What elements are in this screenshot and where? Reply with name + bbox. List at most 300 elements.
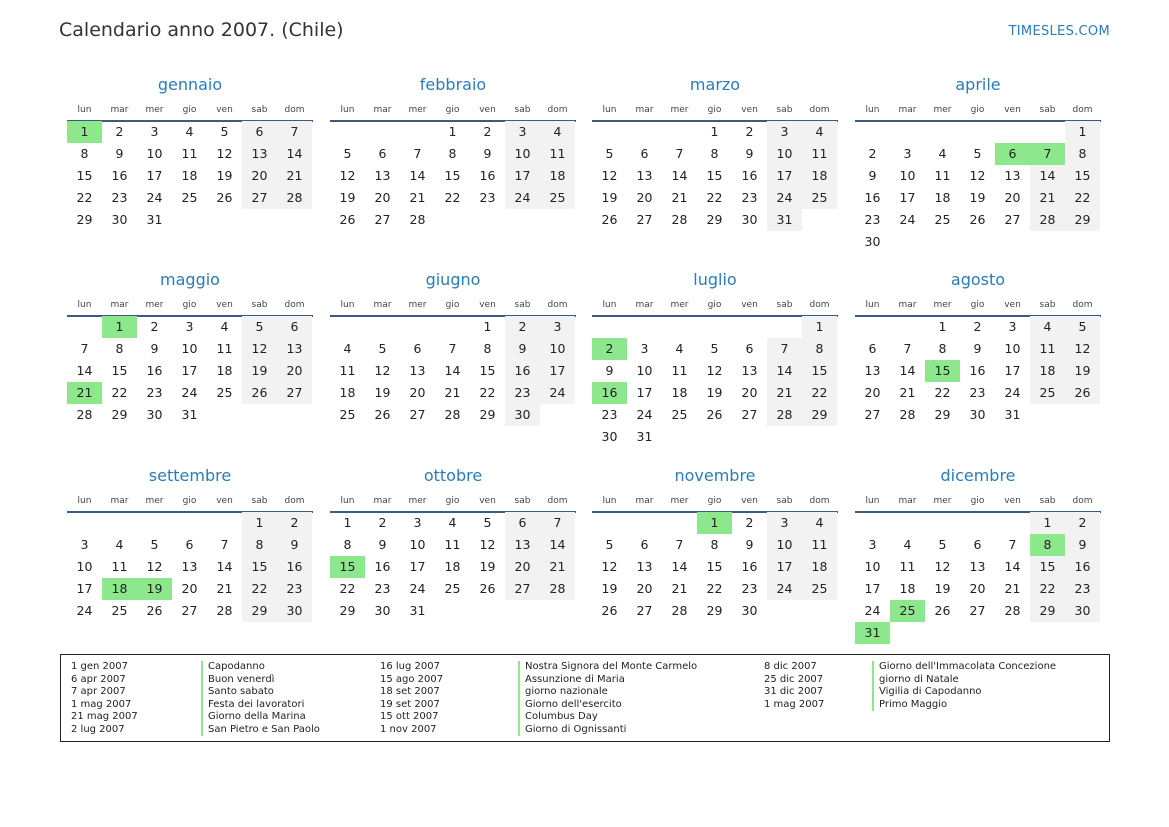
day-cell: 26	[339, 212, 356, 227]
day-cell: 27	[505, 578, 540, 600]
day-cell: 9	[150, 341, 159, 356]
day-cell: 26	[216, 190, 233, 205]
day-cell: 2	[745, 124, 754, 139]
day-cell: 25	[802, 578, 837, 600]
day-cell: 18	[671, 385, 688, 400]
legend-holiday-name: Nostra Signora del Monte Carmelo	[518, 661, 697, 674]
day-cell: 4	[343, 341, 352, 356]
legend-name-column	[201, 661, 320, 736]
day-cell: 28	[899, 407, 916, 422]
day-cell: 3	[903, 146, 912, 161]
day-cell: 23	[505, 382, 540, 404]
day-cell: 8	[1065, 143, 1100, 165]
weekday-header: dom	[1072, 300, 1093, 310]
weekday-header: sab	[1039, 300, 1056, 310]
day-cell: 17	[899, 190, 916, 205]
day-cell: 3	[540, 316, 575, 338]
weekday-header: dom	[809, 300, 830, 310]
day-cell: 6	[973, 537, 982, 552]
day-cell: 29	[1030, 600, 1065, 622]
day-cell: 26	[969, 212, 986, 227]
day-cell: 7	[448, 341, 457, 356]
holiday-day-cell: 2	[592, 338, 627, 360]
day-cell: 18	[444, 559, 461, 574]
day-cell: 2	[483, 124, 492, 139]
weekday-header: ven	[216, 496, 233, 506]
day-cell: 15	[111, 363, 128, 378]
day-cell: 10	[76, 559, 93, 574]
month-name: aprile	[955, 75, 1001, 94]
day-cell: 2	[973, 319, 982, 334]
weekday-header: mar	[373, 105, 392, 115]
day-cell: 25	[181, 190, 198, 205]
day-cell: 15	[1030, 556, 1065, 578]
day-cell: 16	[969, 363, 986, 378]
legend-holiday-name: Giorno della Marina	[201, 711, 320, 724]
weekday-header: gio	[182, 105, 197, 115]
day-cell: 7	[903, 341, 912, 356]
day-cell: 17	[1004, 363, 1021, 378]
day-cell: 3	[150, 124, 159, 139]
day-cell: 22	[444, 190, 461, 205]
day-cell: 24	[864, 603, 881, 618]
legend-name-column	[518, 661, 697, 736]
day-cell: 8	[802, 338, 837, 360]
day-cell: 10	[540, 338, 575, 360]
day-cell: 17	[146, 168, 163, 183]
weekday-header: ven	[1004, 300, 1021, 310]
day-cell: 30	[864, 234, 881, 249]
weekday-header: lun	[602, 300, 617, 310]
legend-holiday-name: Capodanno	[201, 661, 320, 674]
weekday-header: sab	[514, 105, 531, 115]
day-cell: 13	[409, 363, 426, 378]
legend-holiday-name: San Pietro e San Paolo	[201, 724, 320, 737]
weekday-header: sab	[776, 105, 793, 115]
holiday-legend	[60, 654, 1110, 742]
day-cell: 7	[413, 146, 422, 161]
day-cell: 27	[409, 407, 426, 422]
day-cell: 7	[80, 341, 89, 356]
day-cell: 26	[601, 212, 618, 227]
day-cell: 11	[181, 146, 198, 161]
day-cell: 27	[242, 187, 277, 209]
day-cell: 28	[444, 407, 461, 422]
day-cell: 1	[802, 316, 837, 338]
weekday-header: gio	[182, 300, 197, 310]
weekday-header: gio	[707, 105, 722, 115]
day-cell: 5	[343, 146, 352, 161]
day-cell: 28	[767, 404, 802, 426]
legend-date: 1 mag 2007	[71, 698, 132, 710]
day-cell: 24	[767, 578, 802, 600]
weekday-header: mar	[635, 496, 654, 506]
weekday-header: lun	[602, 496, 617, 506]
weekday-header: mar	[373, 496, 392, 506]
day-cell: 31	[636, 429, 653, 444]
day-cell: 25	[671, 407, 688, 422]
weekday-header: gio	[445, 105, 460, 115]
day-cell: 14	[1030, 165, 1065, 187]
weekday-header: sab	[251, 300, 268, 310]
day-cell: 23	[864, 212, 881, 227]
day-cell: 15	[444, 168, 461, 183]
day-cell: 23	[277, 578, 312, 600]
day-cell: 22	[1030, 578, 1065, 600]
day-cell: 1	[483, 319, 492, 334]
day-cell: 15	[76, 168, 93, 183]
weekday-header: gio	[970, 300, 985, 310]
weekday-header: mar	[635, 105, 654, 115]
day-cell: 19	[1065, 360, 1100, 382]
day-cell: 9	[868, 168, 877, 183]
month-name: settembre	[148, 466, 232, 485]
weekday-header: gio	[707, 496, 722, 506]
month-name: novembre	[674, 466, 756, 485]
day-cell: 10	[181, 341, 198, 356]
day-cell: 3	[767, 512, 802, 534]
legend-date: 25 dic 2007	[764, 673, 824, 685]
day-cell: 21	[277, 165, 312, 187]
weekday-header: mar	[898, 105, 917, 115]
day-cell: 4	[1030, 316, 1065, 338]
day-cell: 3	[767, 121, 802, 143]
legend-date-column	[71, 661, 138, 736]
day-cell: 21	[1004, 581, 1021, 596]
day-cell: 27	[1004, 212, 1021, 227]
day-cell: 28	[277, 187, 312, 209]
day-cell: 22	[111, 385, 128, 400]
day-cell: 26	[242, 382, 277, 404]
day-cell: 14	[671, 559, 688, 574]
day-cell: 5	[605, 537, 614, 552]
day-cell: 26	[601, 603, 618, 618]
day-cell: 30	[374, 603, 391, 618]
day-cell: 3	[185, 319, 194, 334]
site-logo-link[interactable]: TIMESLES.COM	[1008, 24, 1110, 39]
day-cell: 13	[969, 559, 986, 574]
day-cell: 28	[1030, 209, 1065, 231]
day-cell: 16	[277, 556, 312, 578]
weekday-header: lun	[865, 300, 880, 310]
day-cell: 2	[277, 512, 312, 534]
day-cell: 14	[216, 559, 233, 574]
day-cell: 6	[745, 341, 754, 356]
day-cell: 13	[636, 559, 653, 574]
weekday-header: sab	[776, 300, 793, 310]
weekday-header: gio	[970, 496, 985, 506]
day-cell: 2	[378, 515, 387, 530]
day-cell: 25	[540, 187, 575, 209]
weekday-header: mar	[373, 300, 392, 310]
weekday-header: gio	[445, 300, 460, 310]
day-cell: 5	[378, 341, 387, 356]
legend-date: 8 dic 2007	[764, 661, 817, 672]
day-cell: 24	[505, 187, 540, 209]
day-cell: 16	[741, 168, 758, 183]
day-cell: 20	[969, 581, 986, 596]
day-cell: 29	[706, 212, 723, 227]
weekday-header: sab	[251, 496, 268, 506]
day-cell: 17	[864, 581, 881, 596]
day-cell: 3	[413, 515, 422, 530]
day-cell: 27	[864, 407, 881, 422]
day-cell: 21	[899, 385, 916, 400]
day-cell: 11	[444, 537, 461, 552]
day-cell: 22	[706, 190, 723, 205]
day-cell: 25	[216, 385, 233, 400]
day-cell: 12	[969, 168, 986, 183]
day-cell: 14	[540, 534, 575, 556]
day-cell: 11	[802, 534, 837, 556]
legend-date: 6 apr 2007	[71, 673, 126, 685]
weekday-header: mer	[408, 496, 427, 506]
weekday-header: gio	[445, 496, 460, 506]
day-cell: 30	[741, 212, 758, 227]
weekday-header: dom	[809, 496, 830, 506]
month-name: dicembre	[940, 466, 1016, 485]
day-cell: 19	[969, 190, 986, 205]
day-cell: 5	[220, 124, 229, 139]
day-cell: 24	[76, 603, 93, 618]
day-cell: 11	[540, 143, 575, 165]
day-cell: 20	[374, 190, 391, 205]
day-cell: 1	[938, 319, 947, 334]
day-cell: 5	[710, 341, 719, 356]
weekday-header: mar	[110, 300, 129, 310]
day-cell: 21	[767, 382, 802, 404]
day-cell: 3	[505, 121, 540, 143]
day-cell: 22	[339, 581, 356, 596]
day-cell: 21	[1030, 187, 1065, 209]
day-cell: 21	[671, 581, 688, 596]
legend-date: 19 set 2007	[380, 698, 440, 710]
month-name: giugno	[425, 270, 481, 289]
day-cell: 4	[220, 319, 229, 334]
weekday-header: dom	[284, 496, 305, 506]
weekday-header: sab	[1039, 496, 1056, 506]
weekday-header: lun	[77, 300, 92, 310]
day-cell: 8	[483, 341, 492, 356]
day-cell: 21	[444, 385, 461, 400]
day-cell: 14	[767, 360, 802, 382]
page-title: Calendario anno 2007. (Chile)	[59, 19, 344, 41]
weekday-header: dom	[284, 300, 305, 310]
weekday-header: ven	[479, 300, 496, 310]
legend-holiday-name: giorno di Natale	[872, 674, 1056, 687]
weekday-header: mar	[898, 496, 917, 506]
day-cell: 4	[448, 515, 457, 530]
day-cell: 23	[374, 581, 391, 596]
day-cell: 18	[802, 556, 837, 578]
weekday-header: dom	[547, 496, 568, 506]
month-name: marzo	[689, 75, 741, 94]
day-cell: 29	[934, 407, 951, 422]
legend-date-column	[764, 661, 824, 711]
weekday-header: dom	[1072, 105, 1093, 115]
day-cell: 23	[111, 190, 128, 205]
day-cell: 21	[409, 190, 426, 205]
day-cell: 17	[409, 559, 426, 574]
day-cell: 1	[1030, 512, 1065, 534]
day-cell: 11	[802, 143, 837, 165]
weekday-header: sab	[1039, 105, 1056, 115]
day-cell: 9	[505, 338, 540, 360]
month-name: ottobre	[423, 466, 483, 485]
day-cell: 29	[111, 407, 128, 422]
day-cell: 18	[339, 385, 356, 400]
day-cell: 10	[505, 143, 540, 165]
day-cell: 13	[374, 168, 391, 183]
holiday-day-cell: 1	[102, 316, 137, 338]
legend-date: 21 mag 2007	[71, 711, 138, 722]
day-cell: 12	[242, 338, 277, 360]
legend-name-column	[872, 661, 1056, 711]
day-cell: 30	[741, 603, 758, 618]
legend-holiday-name: Vigilia di Capodanno	[872, 686, 1056, 699]
weekday-header: lun	[340, 300, 355, 310]
weekday-header: sab	[776, 496, 793, 506]
day-cell: 31	[767, 209, 802, 231]
day-cell: 19	[706, 385, 723, 400]
day-cell: 2	[115, 124, 124, 139]
day-cell: 4	[675, 341, 684, 356]
day-cell: 11	[671, 363, 688, 378]
weekday-header: mer	[145, 105, 164, 115]
day-cell: 6	[868, 341, 877, 356]
legend-date: 2 lug 2007	[71, 723, 125, 735]
weekday-header: ven	[479, 105, 496, 115]
day-cell: 1	[242, 512, 277, 534]
weekday-header: mer	[670, 105, 689, 115]
day-cell: 18	[899, 581, 916, 596]
day-cell: 12	[479, 537, 496, 552]
day-cell: 2	[745, 515, 754, 530]
day-cell: 25	[444, 581, 461, 596]
day-cell: 26	[479, 581, 496, 596]
day-cell: 6	[277, 316, 312, 338]
day-cell: 18	[802, 165, 837, 187]
day-cell: 22	[802, 382, 837, 404]
day-cell: 15	[706, 168, 723, 183]
day-cell: 13	[636, 168, 653, 183]
day-cell: 15	[242, 556, 277, 578]
day-cell: 22	[76, 190, 93, 205]
legend-holiday-name: Primo Maggio	[872, 699, 1056, 712]
day-cell: 4	[802, 121, 837, 143]
day-cell: 6	[640, 537, 649, 552]
day-cell: 27	[374, 212, 391, 227]
day-cell: 1	[1065, 121, 1100, 143]
legend-date-column	[380, 661, 443, 736]
day-cell: 29	[242, 600, 277, 622]
holiday-day-cell: 7	[1030, 143, 1065, 165]
day-cell: 8	[343, 537, 352, 552]
day-cell: 9	[277, 534, 312, 556]
day-cell: 16	[1065, 556, 1100, 578]
day-cell: 2	[505, 316, 540, 338]
day-cell: 24	[636, 407, 653, 422]
weekday-header: gio	[970, 105, 985, 115]
day-cell: 25	[111, 603, 128, 618]
day-cell: 20	[242, 165, 277, 187]
day-cell: 24	[409, 581, 426, 596]
day-cell: 9	[605, 363, 614, 378]
day-cell: 12	[706, 363, 723, 378]
day-cell: 18	[1030, 360, 1065, 382]
day-cell: 23	[1065, 578, 1100, 600]
weekday-header: lun	[77, 105, 92, 115]
day-cell: 26	[146, 603, 163, 618]
day-cell: 9	[745, 537, 754, 552]
day-cell: 5	[605, 146, 614, 161]
day-cell: 11	[1030, 338, 1065, 360]
day-cell: 3	[640, 341, 649, 356]
day-cell: 8	[938, 341, 947, 356]
month-name: maggio	[160, 270, 220, 289]
legend-date: 1 gen 2007	[71, 661, 129, 672]
day-cell: 15	[479, 363, 496, 378]
day-cell: 24	[767, 187, 802, 209]
weekday-header: sab	[514, 300, 531, 310]
day-cell: 28	[671, 603, 688, 618]
day-cell: 29	[706, 603, 723, 618]
day-cell: 16	[146, 363, 163, 378]
day-cell: 14	[277, 143, 312, 165]
day-cell: 31	[181, 407, 198, 422]
day-cell: 10	[767, 534, 802, 556]
day-cell: 23	[741, 581, 758, 596]
day-cell: 8	[710, 146, 719, 161]
weekday-header: sab	[514, 496, 531, 506]
day-cell: 23	[601, 407, 618, 422]
day-cell: 10	[146, 146, 163, 161]
day-cell: 12	[374, 363, 391, 378]
day-cell: 27	[636, 603, 653, 618]
day-cell: 16	[479, 168, 496, 183]
day-cell: 5	[1065, 316, 1100, 338]
day-cell: 25	[339, 407, 356, 422]
day-cell: 14	[899, 363, 916, 378]
day-cell: 29	[1065, 209, 1100, 231]
day-cell: 4	[115, 537, 124, 552]
day-cell: 5	[483, 515, 492, 530]
weekday-header: ven	[216, 105, 233, 115]
day-cell: 8	[80, 146, 89, 161]
day-cell: 19	[601, 581, 618, 596]
weekday-header: ven	[216, 300, 233, 310]
day-cell: 8	[115, 341, 124, 356]
day-cell: 20	[636, 190, 653, 205]
day-cell: 27	[969, 603, 986, 618]
legend-date: 18 set 2007	[380, 686, 440, 697]
day-cell: 26	[706, 407, 723, 422]
day-cell: 28	[216, 603, 233, 618]
day-cell: 31	[146, 212, 163, 227]
day-cell: 24	[1004, 385, 1021, 400]
day-cell: 20	[864, 385, 881, 400]
day-cell: 10	[409, 537, 426, 552]
legend-holiday-name: Assunzione di Maria	[518, 674, 697, 687]
legend-date: 7 apr 2007	[71, 686, 126, 697]
day-cell: 27	[277, 382, 312, 404]
day-cell: 23	[741, 190, 758, 205]
day-cell: 15	[706, 559, 723, 574]
day-cell: 5	[973, 146, 982, 161]
weekday-header: mer	[145, 496, 164, 506]
day-cell: 21	[540, 556, 575, 578]
weekday-header: gio	[182, 496, 197, 506]
